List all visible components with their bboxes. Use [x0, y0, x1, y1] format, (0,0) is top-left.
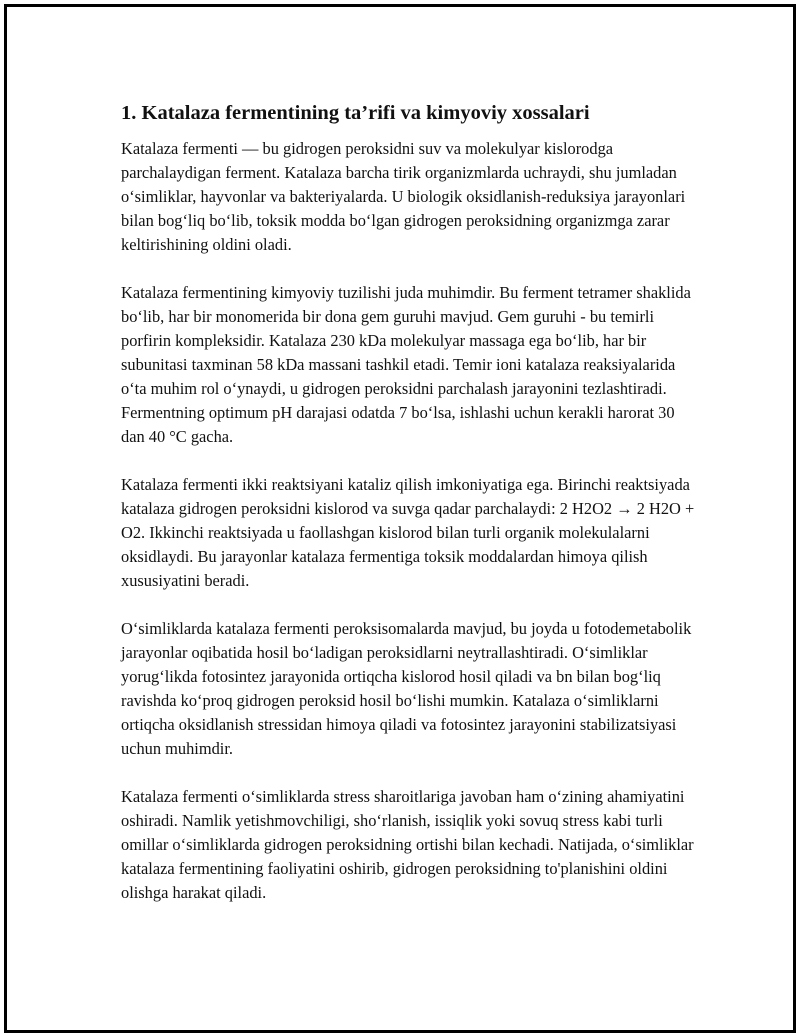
paragraph-2: Katalaza fermentining kimyoviy tuzilishi juda muhimdir. Bu ferment tetramer shaklida bo‘lib, har bir monomerida bir dona gem guruhi mavjud. Gem guruhi - bu temirli porfirin kompleksidir. Katalaza 230 kDa molekulyar massaga ega bo‘lib, har bir subunitasi taxminan 58 kDa massani tashkil etadi. Temir ioni katalaza reaksiyalarida o‘ta muhim rol o‘ynaydi, u gidrogen peroksidni parchalash jarayonini tezlashtiradi. Fermentning optimum pH darajasi odatda 7 bo‘lsa, ishlashi uchun kerakli harorat 30 dan 40 °C gacha.	[121, 283, 691, 446]
paragraph-1: Katalaza fermenti — bu gidrogen peroksidni suv va molekulyar kislorodga parchalaydigan ferment. Katalaza barcha tirik organizmlarda uchraydi, shu jumladan o‘simliklar, hayvonlar va bakteriyalarda. U biologik oksidlanish-reduksiya jarayonlari bilan bog‘liq bo‘lib, toksik modda bo‘lgan gidrogen peroksidning organizmga zarar keltirishining oldini oladi.	[121, 139, 686, 254]
paragraph-4: O‘simliklarda katalaza fermenti peroksisomalarda mavjud, bu joyda u fotodemetabolik jarayonlar oqibatida hosil bo‘ladigan peroksidlarni neytrallashtiradi. O‘simliklar yorug‘likda fotosintez jarayonida ortiqcha kislorod hosil qiladi va bn bilan bog‘liq ravishda ko‘proq gidrogen peroksid hosil bo‘lishi mumkin. Katalaza o‘simliklarni ortiqcha oksidlanish stressidan himoya qiladi va fotosintez jarayonini stabilizatsiyasi uchun muhimdir.	[121, 619, 692, 758]
section-heading: 1. Katalaza fermentining ta’rifi va kimyoviy xossalari	[121, 102, 590, 124]
paragraph-5: Katalaza fermenti o‘simliklarda stress sharoitlariga javoban ham o‘zining ahamiyatini oshiradi. Namlik yetishmovchiligi, sho‘rlanish, issiqlik yoki sovuq stress kabi turli omillar o‘simliklarda gidrogen peroksidning ortishi bilan kechadi. Natijada, o‘simliklar katalaza fermentining faoliyatini oshirib, gidrogen peroksidning to'planishini oldini olishga harakat qiladi.	[121, 787, 694, 902]
paragraph-3: Katalaza fermenti ikki reaktsiyani kataliz qilish imkoniyatiga ega. Birinchi reaktsiyada katalaza gidrogen peroksidni kislorod va suvga qadar parchalaydi: 2 H2O2 → 2 H2O + O2. Ikkinchi reaktsiyada u faollashgan kislorod bilan turli organik molekulalarni oksidlaydi. Bu jarayonlar katalaza fermentiga toksik moddalardan himoya qilish xususiyatini beradi.	[121, 475, 695, 590]
page-frame	[4, 4, 796, 1033]
document-body	[121, 99, 696, 929]
